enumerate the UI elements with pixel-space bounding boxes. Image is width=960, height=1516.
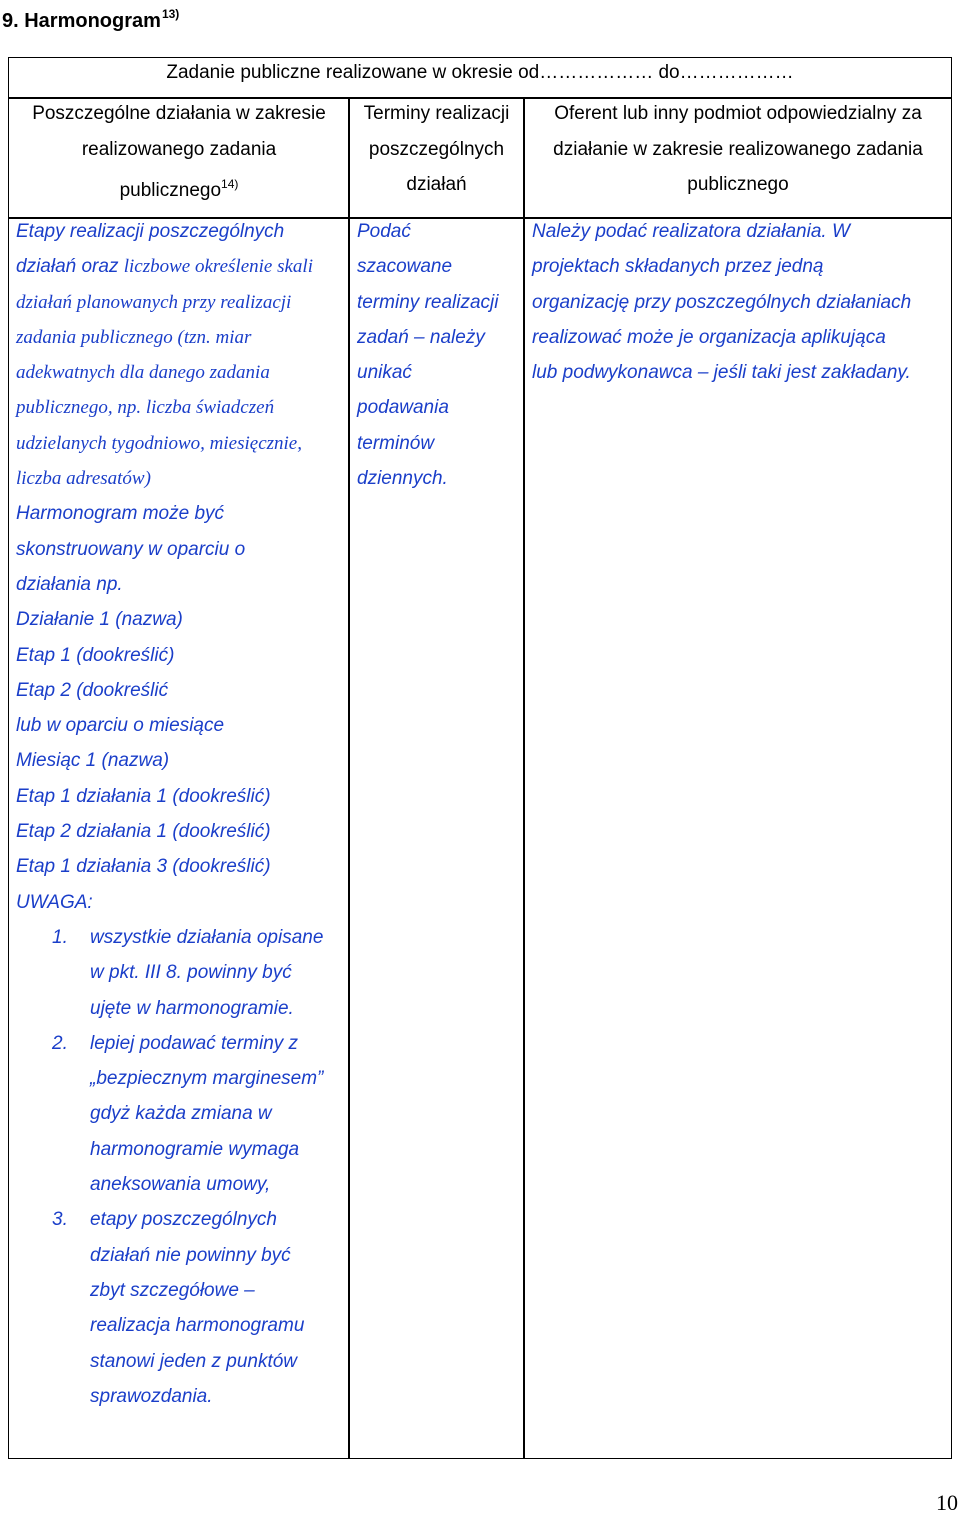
table-col-divider-1	[348, 97, 350, 1459]
header-responsible-line-1: Oferent lub inny podmiot odpowiedzialny za	[554, 103, 922, 124]
note-line: wszystkie działania opisane	[90, 926, 324, 948]
deadlines-line: dziennych.	[357, 468, 448, 490]
responsible-line: realizować może je organizacja aplikująca	[532, 326, 886, 348]
header-actions-line-2: realizowanego zadania	[81, 138, 277, 160]
actions-line: zadania publicznego (tzn. miar	[16, 326, 252, 348]
deadlines-line: unikać	[357, 362, 412, 384]
header-actions-line-1: Poszczególne działania w zakresie	[32, 103, 326, 124]
actions-line: działań planowanych przy realizacji	[16, 291, 292, 313]
actions-line: Etap 1 (dookreślić)	[16, 644, 175, 666]
actions-line: Miesiąc 1 (nazwa)	[16, 750, 170, 772]
header-deadlines-line-1: Terminy realizacji	[363, 103, 510, 124]
deadlines-instructions	[357, 214, 521, 496]
actions-instructions	[16, 214, 346, 1414]
header-responsible	[525, 96, 951, 203]
note-line: etapy poszczególnych	[90, 1209, 277, 1231]
note-line: stanowi jeden z punktów	[90, 1350, 298, 1372]
header-deadlines	[350, 96, 523, 203]
header-actions-line-3	[10, 167, 348, 209]
actions-line-part: liczba świadczeń	[145, 397, 275, 419]
header-responsible-line-3: publicznego	[687, 174, 789, 195]
note-line: gdyż każda zmiana w	[90, 1103, 272, 1125]
responsible-line: Należy podać realizatora działania. W	[532, 221, 850, 242]
note-line: w pkt. III 8. powinny być	[90, 962, 292, 984]
actions-line: Etap 1 działania 1 (dookreślić)	[16, 785, 271, 807]
actions-line: liczba adresatów)	[16, 468, 151, 490]
responsible-line: projektach składanych przez jedną	[532, 256, 824, 278]
note-line: działań nie powinny być	[90, 1244, 291, 1266]
note-line: aneksowania umowy,	[90, 1174, 271, 1196]
actions-line: adekwatnych dla danego zadania	[16, 362, 270, 384]
note-line: ujęte w harmonogramie.	[90, 997, 294, 1019]
header-deadlines-line-2: poszczególnych	[368, 138, 505, 160]
note-line: „bezpiecznym marginesem”	[90, 1068, 324, 1090]
note-number: 2.	[52, 1032, 68, 1054]
responsible-line: organizację przy poszczególnych działaniach	[532, 291, 912, 313]
note-line: realizacja harmonogramu	[90, 1315, 305, 1337]
note-line: harmonogramie wymaga	[90, 1138, 300, 1160]
actions-line: Działanie 1 (nazwa)	[16, 609, 183, 631]
actions-line: Etap 2 działania 1 (dookreślić)	[16, 821, 271, 843]
header-responsible-line-2: działanie w zakresie realizowanego zadania	[553, 138, 923, 160]
note-line: lepiej podawać terminy z	[90, 1032, 299, 1054]
header-footnote-marker: 14)	[221, 177, 239, 191]
section-heading	[2, 2, 179, 33]
actions-line: skonstruowany w oparciu o	[16, 538, 246, 560]
section-footnote-marker: 13)	[161, 7, 180, 21]
actions-line: Etapy realizacji poszczególnych	[16, 221, 285, 242]
note-item	[16, 1026, 346, 1202]
actions-line	[16, 249, 346, 284]
actions-line: lub w oparciu o miesiące	[16, 715, 225, 737]
actions-line-part: działań oraz	[16, 256, 119, 278]
actions-line-part-serif: liczbowe określenie skali	[123, 256, 313, 278]
page-number: 10	[936, 1490, 958, 1515]
header-actions	[10, 96, 348, 209]
deadlines-line: Podać	[357, 221, 411, 242]
note-item	[16, 1202, 346, 1414]
header-deadlines-line-3: działań	[406, 174, 467, 195]
actions-line: Etap 1 działania 3 (dookreślić)	[16, 856, 271, 878]
header-actions-last: publicznego	[119, 180, 222, 201]
period-row: Zadanie publiczne realizowane w okresie od……………… do………………	[166, 62, 794, 83]
deadlines-line: zadań – należy	[357, 326, 485, 348]
actions-line: Etap 2 (dookreślić	[16, 679, 169, 701]
deadlines-line: terminów	[357, 432, 435, 454]
responsible-instructions	[532, 214, 950, 390]
note-number: 3.	[52, 1209, 68, 1231]
responsible-line: lub podwykonawca – jeśli taki jest zakładany.	[532, 362, 911, 384]
notes-list	[16, 920, 346, 1414]
actions-line-part: publicznego, np.	[16, 397, 142, 419]
table-col-divider-2	[523, 97, 525, 1459]
deadlines-line: terminy realizacji	[357, 291, 499, 313]
note-line: sprawozdania.	[90, 1385, 213, 1407]
actions-line: UWAGA:	[16, 891, 93, 913]
note-line: zbyt szczegółowe –	[90, 1279, 255, 1301]
actions-line: Harmonogram może być	[16, 503, 225, 525]
note-item	[16, 920, 346, 1026]
actions-line: działania np.	[16, 573, 123, 595]
actions-line: udzielanych tygodniowo, miesięcznie,	[16, 432, 302, 454]
deadlines-line: szacowane	[357, 256, 453, 278]
section-title-text: 9. Harmonogram	[2, 10, 161, 32]
note-number: 1.	[52, 926, 68, 948]
deadlines-line: podawania	[357, 397, 449, 419]
actions-line	[16, 390, 346, 425]
